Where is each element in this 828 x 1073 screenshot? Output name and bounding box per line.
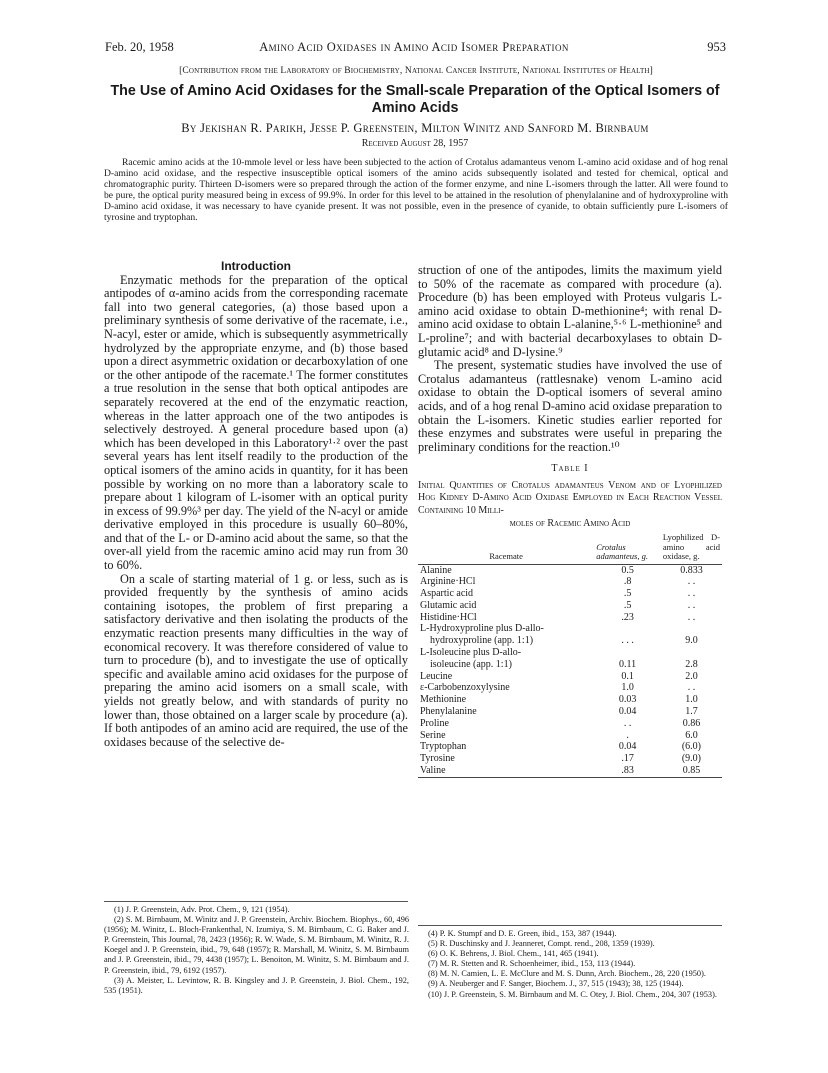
table-cell-oxidase: (6.0) xyxy=(681,741,702,753)
table-row xyxy=(418,682,722,694)
table-header-oxidase: Lyophilized D-amino acid oxidase, g. xyxy=(661,533,722,564)
table-cell-venom: .5 xyxy=(623,588,632,600)
author-list: By Jekishan R. Parikh, Jesse P. Greenstein, Milton Winitz and Sanford M. Birnbaum xyxy=(181,121,649,135)
table-row xyxy=(418,741,722,753)
table-row xyxy=(418,694,722,706)
table-cell-racemate: Tryptophan xyxy=(420,741,467,753)
table-cell-racemate: Serine xyxy=(420,729,446,741)
table-header-row xyxy=(418,533,722,564)
table-cell-venom: 0.03 xyxy=(618,694,637,706)
footnote: (4) P. K. Stumpf and D. E. Green, ibid., 153, 387 (1944). xyxy=(428,929,617,938)
table-cell-venom xyxy=(594,647,661,659)
table-cell-oxidase xyxy=(661,647,722,659)
intro-paragraph-4: The present, systematic studies have involved the use of Crotalus adamanteus (rattlesnake) venom L-amino acid oxidase to obtain the D-optical isomers of several amino acids, and of a hog renal D-amino acid oxidase preparation to obtain the L-isomers. Kinetic studies earlier reported for these enzymes and substrates were useful in preparing the preliminary conditions for the reaction.¹⁰ xyxy=(418,358,722,454)
table-cell-venom: 1.0 xyxy=(621,682,634,694)
table-cell-venom: .23 xyxy=(621,611,634,623)
table-row xyxy=(418,612,722,624)
table-cell-racemate: Arginine·HCl xyxy=(420,576,476,588)
table-cell-oxidase: 0.86 xyxy=(682,717,701,729)
table-cell-racemate: Aspartic acid xyxy=(420,588,474,600)
table-cell-racemate: L-Hydroxyproline plus D-allo- xyxy=(420,623,544,635)
footnote: (1) J. P. Greenstein, Adv. Prot. Chem., 9, 121 (1954). xyxy=(114,905,290,914)
table-cell-venom xyxy=(594,623,661,635)
table-cell-venom: .5 xyxy=(623,599,632,611)
paper-title: The Use of Amino Acid Oxidases for the Small-scale Preparation of the Optical Isomers of Amino Acids xyxy=(110,83,720,116)
introduction-heading: Introduction xyxy=(221,259,291,273)
table-cell-racemate: Alanine xyxy=(420,564,452,576)
table-cell-racemate: hydroxyproline (app. 1:1) xyxy=(430,635,534,647)
table-cell-racemate: Valine xyxy=(418,765,594,777)
contribution-line: [Contribution from the Laboratory of Biochemistry, National Cancer Institute, National Institutes of Health] xyxy=(179,66,653,76)
received-date: Received August 28, 1957 xyxy=(361,138,469,149)
table-cell-venom: . xyxy=(626,729,629,741)
table-row xyxy=(418,671,722,683)
table-cell-venom: .8 xyxy=(623,576,632,588)
table-header-racemate: Racemate xyxy=(418,533,594,564)
table-row xyxy=(418,576,722,588)
footnote: (6) O. K. Behrens, J. Biol. Chem., 141, 465 (1941). xyxy=(428,949,599,959)
table-row xyxy=(418,765,722,777)
table-cell-venom: .17 xyxy=(621,753,634,765)
footnotes-left xyxy=(104,905,409,996)
table-cell-venom: 0.1 xyxy=(621,670,634,682)
table-cell-venom: 0.04 xyxy=(618,741,637,753)
table-cell-venom: 0.5 xyxy=(621,564,634,576)
footnote: (10) J. P. Greenstein, S. M. Birnbaum and M. C. Otey, J. Biol. Chem., 204, 307 (1953). xyxy=(428,989,717,999)
running-title: Amino Acid Oxidases in Amino Acid Isomer Preparation xyxy=(259,40,569,54)
page-number: 953 xyxy=(707,40,726,54)
table-cell-venom: . . xyxy=(623,717,632,729)
table-cell-oxidase: 2.0 xyxy=(685,670,698,682)
table-row xyxy=(418,564,722,576)
table-header-venom: Crotalus adamanteus, g. xyxy=(594,533,661,564)
table-cell-oxidase: . . xyxy=(687,611,696,623)
table-cell-racemate: ε-Carbobenzoxylysine xyxy=(420,682,510,694)
table-cell-oxidase: . . xyxy=(687,599,696,611)
table-row xyxy=(418,635,722,647)
footnote: (3) A. Meister, L. Levintow, R. B. Kingsley and J. P. Greenstein, J. Biol. Chem., 192, 535 (1951). xyxy=(104,975,409,995)
table-cell-racemate: Glutamic acid xyxy=(420,599,477,611)
table-row xyxy=(418,718,722,730)
intro-paragraph-3: struction of one of the antipodes, limits the maximum yield to 50% of the racemate as compared with procedure (a). Procedure (b) has been employed with Proteus vulgaris L-amino acid oxidase to obtain D-methionine⁴; with renal D-amino acid oxidase to obtain L-alanine,⁵·⁶ L-methionine⁵ and L-proline⁷; and with bacterial decarboxylases to obtain D-glutamic acid⁸ and D-lysine.⁹ xyxy=(418,263,722,359)
header-date: Feb. 20, 1958 xyxy=(105,40,174,54)
table-row xyxy=(418,706,722,718)
footnotes-right xyxy=(418,929,723,1000)
table-row xyxy=(418,588,722,600)
table-label: Table I xyxy=(551,463,589,475)
table-cell-racemate: Tyrosine xyxy=(420,753,455,765)
table-row xyxy=(418,600,722,612)
footnote: (9) A. Neuberger and F. Sanger, Biochem. J., 37, 515 (1943); 38, 125 (1944). xyxy=(428,979,684,989)
table-cell-oxidase: . . xyxy=(687,576,696,588)
table-cell-venom: 0.11 xyxy=(619,658,637,670)
table-caption-end: moles of Racemic Amino Acid xyxy=(509,518,631,530)
table-cell-oxidase xyxy=(661,623,722,635)
footnote: (7) M. R. Stetten and R. Schoenheimer, ibid., 153, 113 (1944). xyxy=(428,959,636,969)
table-row xyxy=(418,623,722,635)
table-cell-racemate: Leucine xyxy=(420,670,453,682)
table-cell-oxidase: 0.85 xyxy=(661,765,722,777)
table-cell-oxidase: 1.0 xyxy=(685,694,698,706)
footnote: (5) R. Duschinsky and J. Jeanneret, Compt. rend., 208, 1359 (1939). xyxy=(428,939,655,949)
table-caption: Initial Quantities of Crotalus adamanteus Venom and of Lyophilized Hog Kidney D-Amino Acid Oxidase Employed in Each Reaction Vessel Containing 10 Milli- xyxy=(418,479,722,516)
table-body xyxy=(418,564,722,777)
table-cell-racemate: Proline xyxy=(420,717,449,729)
table-row xyxy=(418,659,722,671)
table-cell-racemate: isoleucine (app. 1:1) xyxy=(430,658,512,670)
table-row xyxy=(418,647,722,659)
table-cell-racemate: Phenylalanine xyxy=(420,706,477,718)
table-cell-oxidase: 0.833 xyxy=(680,564,703,576)
table-cell-venom: . . . xyxy=(621,635,634,647)
table-row xyxy=(418,730,722,742)
table-cell-oxidase: (9.0) xyxy=(681,753,702,765)
table-cell-venom: 0.04 xyxy=(618,706,637,718)
reagent-table xyxy=(418,533,722,778)
table-cell-oxidase: . . xyxy=(687,682,696,694)
right-column xyxy=(418,264,722,778)
intro-paragraph-2: On a scale of starting material of 1 g. or less, such as is provided frequently by the synthesis of amino acids containing isotopes, the problem of first preparing a satisfactory derivative and then isolating the products of the enzymatic reaction presents many difficulties in the way of economical recovery. It was therefore considered of value to turn to procedure (b), and to investigate the use of optically specific and available amino acid oxidases for the purpose of preparing the amino acid isomers on a small scale, with yields not greatly below, and with standards of purity no lower than, those obtained on a larger scale by procedure (a). If both antipodes of an amino acid are required, the use of the oxidases because of the selective de- xyxy=(104,571,408,749)
intro-paragraph-1: Enzymatic methods for the preparation of the optical antipodes of α-amino acids from the corresponding racemate fall into two general categories, (a) those based upon a preliminary synthesis of some derivative of the racemate, i.e., N-acyl, ester or amide, which is subsequently asymmetrically hydrolyzed by the appropriate enzyme, and (b) those based upon a direct asymmetric oxidation or decarboxylation of one or the other antipode of the racemate.¹ The former constitutes a true resolution in the sense that both optical antipodes are separately recovered at the end of the enzymatic reaction, whereas in the latter approach one of the two antipodes is selectively destroyed. A general procedure based upon (a) which has been developed in this Laboratory¹·² over the past several years has lent itself readily to the production of the optical isomers of the amino acids in quantity, for it has been possible by working on no more than a laboratory scale to prepare about 1 kilogram of L-isomer with an optical purity in excess of 99.9%³ per day. The yield of the N-acyl or amide derivative employed in this procedure is usually 60–80%, and that of the L- or D-amino acid about the same, so that the over-all yield from the racemic amino acid may run from 30 to 60%. xyxy=(104,272,408,573)
abstract: Racemic amino acids at the 10-mmole level or less have been subjected to the action of Crotalus adamanteus venom L-amino acid oxidase and of hog renal D-amino acid oxidase, and the respective insusceptible optical isomers of the amino acids subsequently isolated and tested for chemical, optical and chromatographic purity. Thirteen D-isomers were so prepared through the action of the former enzyme, and nine L-isomers through the latter. All were found to be pure, the optical purity measured being in excess of 99.9%. In order for this level to be attained in the resolution of phenylalanine and of hydroxyproline with D-amino acid oxidase, it was necessary to have cyanide present. It was not possible, even in the presence of cyanide, to obtain sufficiently pure L-isomers of tyrosine and tryptophan. xyxy=(104,157,728,223)
table-cell-racemate: Histidine·HCl xyxy=(420,611,477,623)
table-cell-oxidase: . . xyxy=(687,588,696,600)
footnote: (8) M. N. Camien, L. E. McClure and M. S. Dunn, Arch. Biochem., 28, 220 (1950). xyxy=(428,969,706,979)
table-cell-oxidase: 6.0 xyxy=(685,729,698,741)
footnote-divider-right xyxy=(418,925,722,926)
footnote: (2) S. M. Birnbaum, M. Winitz and J. P. Greenstein, Archiv. Biochem. Biophys., 60, 496 (1956); M. Winitz, L. Bloch-Frankenthal, N. Izumiya, S. M. Birnbaum, C. G. Baker and J. P. Greenstein, This Journal, 78, 2423 (1956); R. W. Wade, S. M. Birnbaum, M. Winitz, R. J. Koegel and J. P. Greenstein, ibid., 79, 648 (1957); R. Marshall, M. Winitz, S. M. Birnbaum and J. P. Greenstein, ibid., 79, 4438 (1957); L. Benoiton, M. Winitz, S. M. Birnbaum and J. P. Greenstein, ibid., 79, 6192 (1957). xyxy=(104,915,409,975)
footnote-divider-left xyxy=(104,901,408,902)
table-cell-racemate: Methionine xyxy=(420,694,467,706)
table-cell-oxidase: 2.8 xyxy=(685,658,698,670)
table-cell-venom: .83 xyxy=(594,765,661,777)
table-cell-oxidase: 9.0 xyxy=(685,635,698,647)
table-cell-oxidase: 1.7 xyxy=(685,706,698,718)
table-row xyxy=(418,753,722,765)
table-cell-racemate: L-Isoleucine plus D-allo- xyxy=(420,647,522,659)
left-column xyxy=(104,260,408,749)
